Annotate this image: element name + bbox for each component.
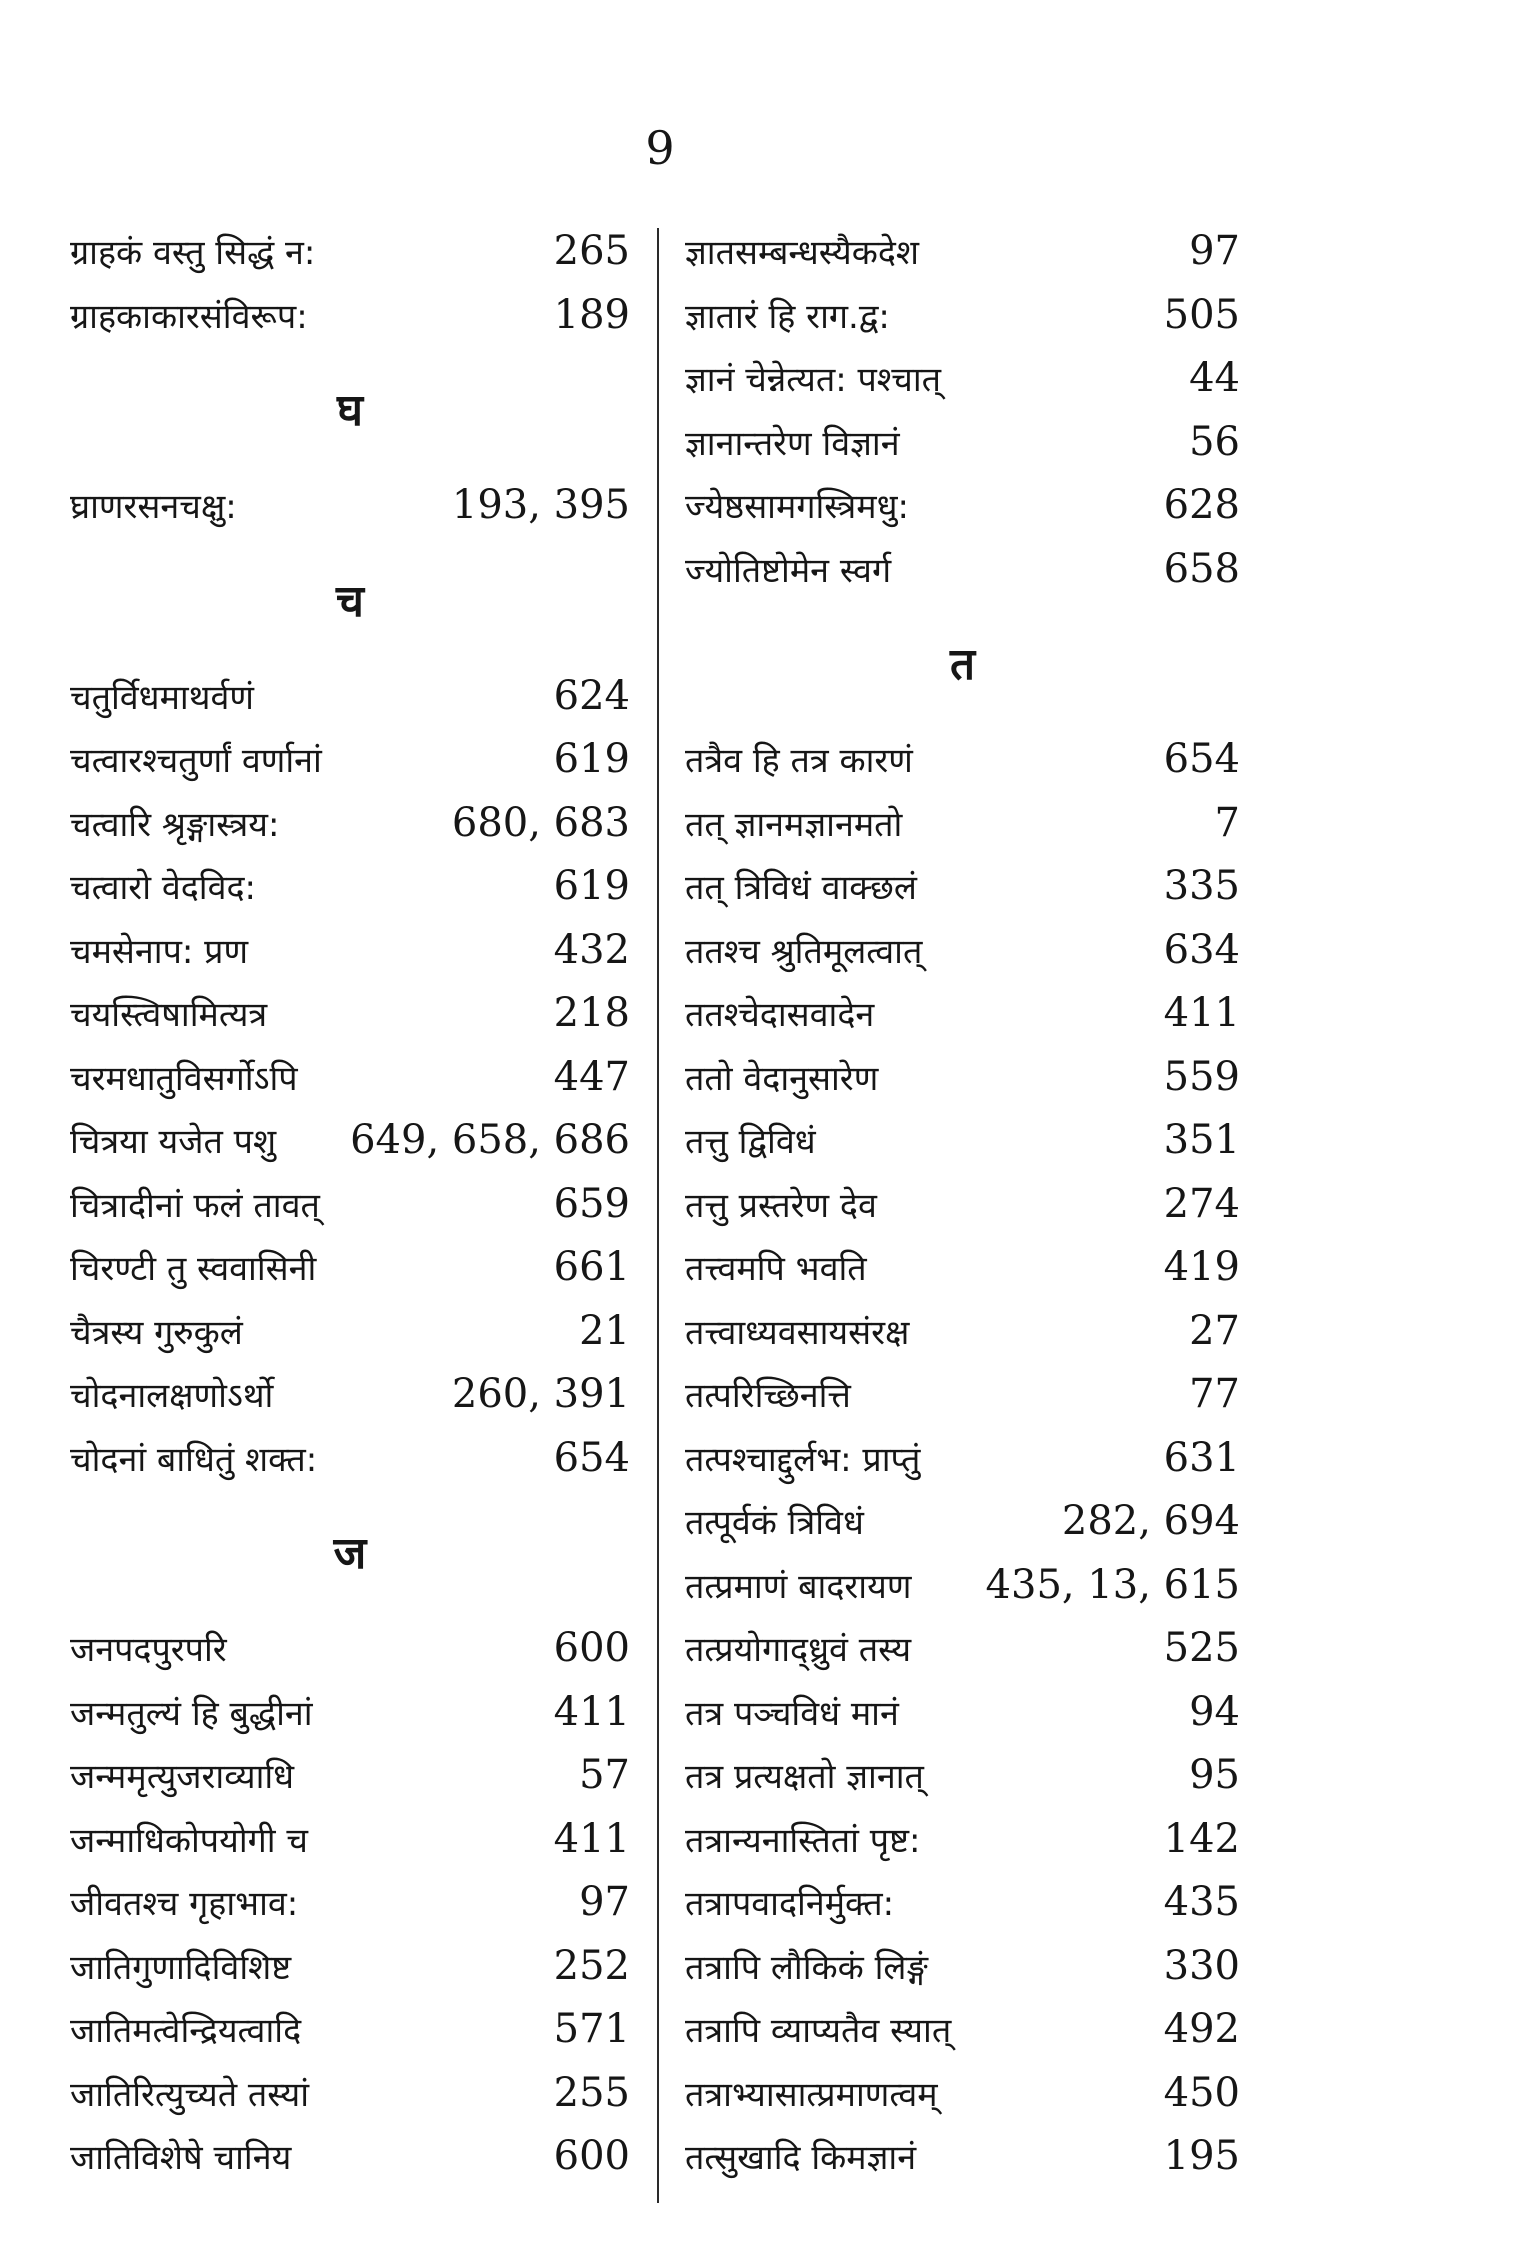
index-entry	[70, 1236, 630, 1300]
index-entry	[685, 1998, 1240, 2062]
index-entry	[70, 855, 630, 919]
index-entry	[70, 1363, 630, 1427]
index-entry	[685, 538, 1240, 602]
entry-pages: 411	[553, 1688, 630, 1735]
entry-pages: 351	[1163, 1117, 1240, 1163]
entry-text: चमसेनाप: प्रण	[70, 931, 249, 972]
index-entry	[70, 1808, 630, 1872]
index-entry	[70, 792, 630, 856]
entry-text: ज्ञानान्तरेण विज्ञानं	[685, 423, 900, 464]
entry-text: जन्माधिकोपयोगी च	[70, 1820, 308, 1861]
entry-text: तत्तु द्विविधं	[685, 1122, 816, 1162]
entry-pages: 600	[553, 2133, 630, 2179]
entry-pages: 7	[1214, 799, 1240, 846]
entry-pages: 435	[1163, 1879, 1240, 1925]
entry-pages: 505	[1163, 291, 1240, 338]
entry-text: चरमधातुविसर्गोऽपि	[70, 1058, 298, 1099]
index-entry	[685, 1236, 1240, 1300]
entry-text: तत्प्रमाणं बादरायण	[685, 1566, 912, 1607]
entry-text: तत्रान्यनास्तितां पृष्ट:	[685, 1820, 921, 1861]
entry-pages: 57	[579, 1752, 630, 1798]
index-entry	[70, 665, 630, 729]
entry-text: जातिविशेषे चानिय	[70, 2138, 292, 2178]
entry-text: तत्राभ्यासात्प्रमाणत्वम्	[685, 2074, 938, 2115]
entry-pages: 649, 658, 686	[350, 1117, 630, 1163]
entry-pages: 435, 13, 615	[985, 1561, 1240, 1608]
index-entry	[70, 1681, 630, 1745]
entry-text: ततश्चेदासवादेन	[685, 995, 875, 1035]
index-entry	[685, 1681, 1240, 1745]
entry-pages: 77	[1189, 1371, 1240, 1417]
index-entry	[685, 1744, 1240, 1808]
entry-text: ग्राहकाकारसंविरूप:	[70, 296, 308, 337]
index-entry	[685, 1046, 1240, 1110]
entry-text: तत्त्वाध्यवसायसंरक्ष	[685, 1312, 910, 1353]
index-entry	[70, 1173, 630, 1237]
entry-pages: 631	[1163, 1434, 1240, 1481]
entry-pages: 193, 395	[451, 482, 630, 528]
entry-pages: 21	[579, 1307, 630, 1354]
index-entry	[70, 1046, 630, 1110]
entry-pages: 282, 694	[1061, 1498, 1240, 1544]
entry-text: तत्सुखादि किमज्ञानं	[685, 2138, 917, 2178]
entry-text: जनपदपुरपरि	[70, 1630, 227, 1670]
index-entry	[685, 855, 1240, 919]
index-entry	[685, 919, 1240, 983]
left-index-column	[70, 220, 630, 2189]
index-entry	[685, 347, 1240, 411]
index-entry	[70, 1109, 630, 1173]
section-heading: ज	[333, 1528, 367, 1579]
entry-text: ततश्च श्रुतिमूलत्वात्	[685, 931, 923, 972]
index-entry	[70, 2125, 630, 2189]
column-divider	[657, 228, 659, 2203]
index-entry	[685, 1173, 1240, 1237]
entry-pages: 634	[1163, 926, 1240, 973]
index-entry	[685, 792, 1240, 856]
index-entry	[685, 728, 1240, 792]
index-entry	[685, 1808, 1240, 1872]
entry-text: तत्पूर्वकं त्रिविधं	[685, 1503, 864, 1543]
index-entry	[70, 1744, 630, 1808]
entry-pages: 411	[553, 1815, 630, 1862]
entry-pages: 661	[553, 1244, 630, 1290]
entry-text: चित्रया यजेत पशु	[70, 1122, 277, 1162]
entry-pages: 195	[1163, 2133, 1240, 2179]
entry-text: ततो वेदानुसारेण	[685, 1058, 879, 1099]
entry-pages: 450	[1163, 2069, 1240, 2116]
index-entry	[685, 2125, 1240, 2189]
index-entry	[70, 1871, 630, 1935]
entry-text: चत्वारश्चतुर्णां वर्णानां	[70, 741, 322, 781]
entry-text: तत्तु प्रस्तरेण देव	[685, 1185, 877, 1226]
entry-text: चिरण्टी तु स्ववासिनी	[70, 1249, 317, 1289]
entry-pages: 559	[1163, 1053, 1240, 1100]
entry-text: तत्र पञ्चविधं मानं	[685, 1693, 899, 1734]
entry-pages: 628	[1163, 482, 1240, 528]
entry-pages: 94	[1189, 1688, 1240, 1735]
entry-pages: 658	[1163, 545, 1240, 592]
entry-text: चोदनां बाधितुं शक्त:	[70, 1439, 318, 1480]
index-entry	[70, 2062, 630, 2126]
entry-text: तत् ज्ञानमज्ञानमतो	[685, 804, 903, 845]
entry-text: ग्राहकं वस्तु सिद्धं न:	[70, 233, 316, 273]
index-entry	[70, 919, 630, 983]
section-heading: घ	[336, 385, 363, 436]
entry-text: तत्प्रयोगाद्ध्रुवं तस्य	[685, 1630, 912, 1670]
index-entry	[70, 982, 630, 1046]
entry-text: चोदनालक्षणोऽर्थो	[70, 1376, 274, 1416]
entry-text: चत्वारो वेदविद:	[70, 868, 257, 908]
entry-text: तत्रैव हि तत्र कारणं	[685, 741, 913, 781]
index-entry	[685, 1617, 1240, 1681]
entry-pages: 189	[553, 291, 630, 338]
entry-text: चित्रादीनां फलं तावत्	[70, 1185, 320, 1226]
index-entry	[685, 982, 1240, 1046]
index-entry	[70, 728, 630, 792]
index-entry	[685, 1554, 1240, 1618]
entry-text: जीवतश्च गृहाभाव:	[70, 1884, 299, 1924]
entry-pages: 330	[1163, 1942, 1240, 1989]
entry-pages: 419	[1163, 1244, 1240, 1290]
entry-text: तत्पश्चाद्दुर्लभ: प्राप्तुं	[685, 1439, 921, 1480]
index-entry	[685, 2062, 1240, 2126]
entry-text: ज्ञानं चेन्नेत्यत: पश्चात्	[685, 360, 942, 400]
entry-text: जन्मतुल्यं हि बुद्धीनां	[70, 1693, 313, 1734]
right-index-column	[685, 220, 1240, 2189]
entry-text: चतुर्विधमाथर्वणं	[70, 677, 254, 718]
entry-pages: 619	[553, 736, 630, 782]
entry-pages: 525	[1163, 1625, 1240, 1671]
entry-text: ज्येष्ठसामगस्त्रिमधु:	[685, 487, 909, 527]
index-entry	[70, 474, 630, 538]
entry-text: तत्रापि लौकिकं लिङ्गं	[685, 1947, 928, 1988]
entry-pages: 56	[1189, 418, 1240, 465]
index-entry	[70, 1300, 630, 1364]
entry-text: ज्योतिष्टोमेन स्वर्ग	[685, 550, 892, 591]
section-heading: त	[949, 639, 976, 690]
entry-text: तत् त्रिविधं वाक्छलं	[685, 868, 917, 908]
entry-pages: 218	[553, 990, 630, 1036]
entry-pages: 654	[553, 1434, 630, 1481]
entry-pages: 600	[553, 1625, 630, 1671]
entry-pages: 432	[553, 926, 630, 973]
index-entry	[685, 1109, 1240, 1173]
index-entry	[70, 284, 630, 348]
index-entry	[70, 1935, 630, 1999]
entry-text: चत्वारि श्रृङ्गास्त्रय:	[70, 804, 280, 845]
index-entry	[685, 1300, 1240, 1364]
entry-pages: 95	[1189, 1752, 1240, 1798]
entry-pages: 619	[553, 863, 630, 909]
entry-text: तत्परिच्छिनत्ति	[685, 1376, 851, 1416]
entry-text: तत्र प्रत्यक्षतो ज्ञानात्	[685, 1757, 924, 1797]
entry-pages: 97	[579, 1879, 630, 1925]
entry-text: तत्रापि व्याप्यतैव स्यात्	[685, 2011, 952, 2051]
entry-pages: 260, 391	[451, 1371, 630, 1417]
entry-text: जातिमत्वेन्द्रियत्वादि	[70, 2011, 302, 2051]
entry-pages: 659	[553, 1180, 630, 1227]
entry-text: चयस्त्विषामित्यत्र	[70, 995, 268, 1035]
entry-pages: 571	[553, 2006, 630, 2052]
page-number: 9	[645, 121, 675, 175]
entry-pages: 335	[1163, 863, 1240, 909]
entry-text: चैत्रस्य गुरुकुलं	[70, 1312, 243, 1353]
section-heading: च	[336, 575, 364, 627]
entry-pages: 265	[553, 228, 630, 274]
index-entry	[70, 1617, 630, 1681]
index-entry	[685, 474, 1240, 538]
entry-pages: 654	[1163, 736, 1240, 782]
entry-pages: 44	[1189, 355, 1240, 401]
index-entry	[685, 220, 1240, 284]
entry-text: जातिरित्युच्यते तस्यां	[70, 2074, 310, 2115]
index-entry	[685, 284, 1240, 348]
entry-text: जातिगुणादिविशिष्ट	[70, 1947, 292, 1988]
index-entry	[70, 1998, 630, 2062]
entry-text: ज्ञातारं हि राग.द्व:	[685, 296, 890, 337]
entry-text: तत्रापवादनिर्मुक्त:	[685, 1884, 895, 1924]
entry-pages: 411	[1163, 990, 1240, 1036]
entry-text: ज्ञातसम्बन्धस्यैकदेश	[685, 233, 919, 273]
entry-text: तत्त्वमपि भवति	[685, 1249, 867, 1289]
entry-pages: 255	[553, 2069, 630, 2116]
entry-pages: 97	[1189, 228, 1240, 274]
entry-pages: 142	[1163, 1815, 1240, 1862]
index-entry	[685, 1427, 1240, 1491]
entry-pages: 447	[553, 1053, 630, 1100]
entry-text: घ्राणरसनचक्षु:	[70, 487, 237, 527]
entry-pages: 624	[553, 672, 630, 719]
entry-pages: 680, 683	[451, 799, 630, 846]
entry-pages: 492	[1163, 2006, 1240, 2052]
entry-text: जन्ममृत्युजराव्याधि	[70, 1757, 295, 1797]
index-entry	[685, 1871, 1240, 1935]
entry-pages: 252	[553, 1942, 630, 1989]
index-entry	[685, 1363, 1240, 1427]
entry-pages: 274	[1163, 1180, 1240, 1227]
index-entry	[70, 220, 630, 284]
entry-pages: 27	[1189, 1307, 1240, 1354]
index-entry	[685, 1935, 1240, 1999]
index-entry	[685, 1490, 1240, 1554]
index-entry	[70, 1427, 630, 1491]
index-entry	[685, 411, 1240, 475]
